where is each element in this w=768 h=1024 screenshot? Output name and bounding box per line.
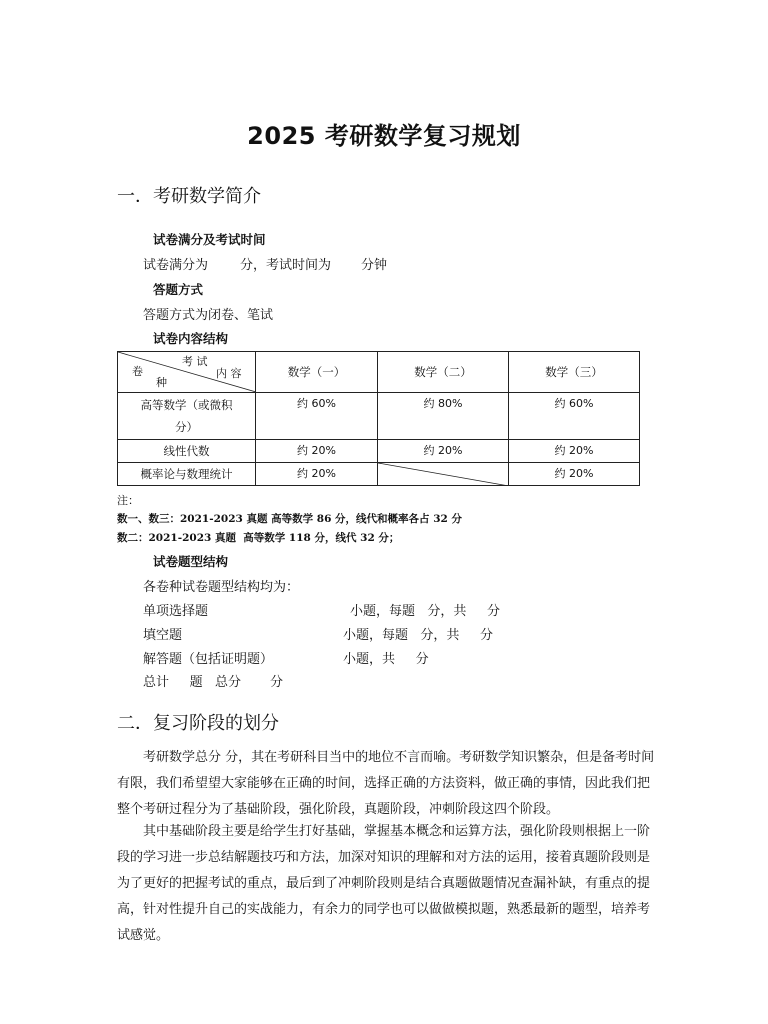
section-heading-stages: 二．复习阶段的划分 [117, 713, 279, 734]
question-types-intro: 各卷种试卷题型结构均为： [143, 580, 300, 595]
question-type-detail: 小题，每题 分，共 分 [350, 604, 501, 619]
cell-value: 约 20% [509, 463, 640, 486]
cell-value: 约 60% [509, 393, 640, 440]
content-structure-table [117, 351, 640, 486]
table-note-1: 数一、数三：2021-2023 真题 高等数学 86 分，线代和概率各占 32 分 [117, 513, 462, 525]
corner-label-left: 卷 [132, 365, 143, 378]
column-header-math3: 数学（三） [509, 352, 640, 393]
table-row [118, 440, 640, 463]
table-corner-cell [118, 352, 256, 393]
subject-line-1: 高等数学（或微积 [140, 398, 233, 412]
table-header-row [118, 352, 640, 393]
subheading-score-time: 试卷满分及考试时间 [153, 232, 266, 247]
row-subject-linear-algebra: 线性代数 [118, 440, 256, 463]
corner-label-bottom: 种 [156, 376, 167, 389]
score-text-b: 分，考试时间为 [240, 258, 332, 273]
row-subject-probability: 概率论与数理统计 [118, 463, 256, 486]
na-diagonal [378, 463, 509, 486]
question-types-total: 总计 题 总分 分 [143, 675, 283, 690]
question-type-detail: 小题，共 分 [343, 652, 429, 667]
corner-label-top: 考 试 [182, 355, 208, 368]
subheading-question-types: 试卷题型结构 [153, 554, 229, 569]
table-note-label: 注： [117, 494, 139, 507]
cell-value: 约 20% [378, 440, 509, 463]
corner-label-right: 内 容 [216, 367, 242, 380]
cell-value: 约 20% [256, 463, 378, 486]
cell-value: 约 20% [256, 440, 378, 463]
paragraph-stages-1: 考研数学总分 分，其在考研科目当中的地位不言而喻。考研数学知识繁杂，但是备考时间有限，我们希望望大家能够在正确的时间，选择正确的方法资料，做正确的事情，因此我们把整个考研过程分为了基础阶段，强化阶段，真题阶段，冲刺阶段这四个阶段。 [117, 750, 655, 817]
cell-value: 约 80% [378, 393, 509, 440]
table-note-2: 数二：2021-2023 真题 高等数学 118 分，线代 32 分； [117, 532, 400, 544]
column-header-math1: 数学（一） [256, 352, 378, 393]
score-text-a: 试卷满分为 [143, 258, 209, 273]
paragraph-stages-2: 其中基础阶段主要是给学生打好基础，掌握基本概念和运算方法，强化阶段则根据上一阶段的学习进一步总结解题技巧和方法，加深对知识的理解和对方法的运用，接着真题阶段则是为了更好的把握考试的重点，最后到了冲刺阶段则是结合真题做题情况查漏补缺，有重点的提高，针对性提升自己的实战能力，有余力的同学也可以做做模拟题，熟悉最新的题型，培养考试感觉。 [117, 824, 651, 943]
subheading-answer-method: 答题方式 [153, 282, 204, 297]
section-heading-intro: 一．考研数学简介 [117, 186, 261, 207]
question-type-name: 填空题 [143, 628, 183, 643]
subheading-content-structure: 试卷内容结构 [153, 331, 229, 346]
table-row [118, 393, 640, 440]
cell-not-applicable [378, 463, 509, 486]
cell-value: 约 60% [256, 393, 378, 440]
cell-value: 约 20% [509, 440, 640, 463]
subject-line-2: 分） [175, 420, 198, 434]
question-type-name: 单项选择题 [143, 604, 209, 619]
question-type-detail: 小题，每题 分，共 分 [343, 628, 494, 643]
answer-method-text: 答题方式为闭卷、笔试 [143, 308, 274, 323]
question-type-name: 解答题（包括证明题） [143, 652, 274, 667]
row-subject-calculus [118, 393, 256, 440]
score-text-c: 分钟 [361, 258, 388, 273]
table-row [118, 463, 640, 486]
column-header-math2: 数学（二） [378, 352, 509, 393]
document-title: 2025 考研数学复习规划 [247, 122, 521, 150]
